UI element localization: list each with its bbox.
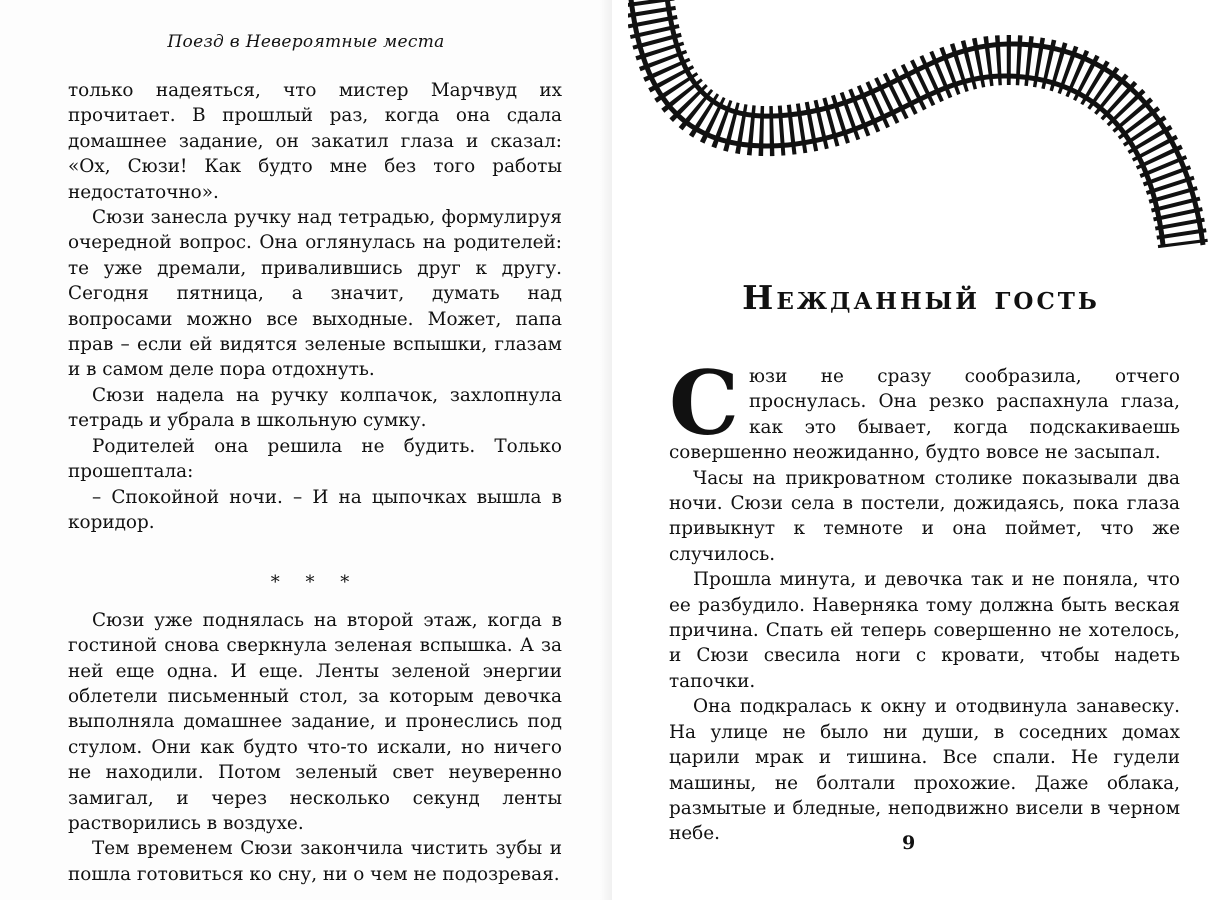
chapter-title: Нежданный гость xyxy=(742,278,1100,317)
paragraph: Родителей она решила не будить. Только прошептала: xyxy=(68,435,562,483)
first-paragraph-text: юзи не сразу сообразила, отчего проснулась. Она резко распахнула глаза, как это бывает, когда подскакиваешь совершенно неожиданно, будто вовсе не засыпал. xyxy=(669,366,1180,464)
first-paragraph xyxy=(669,351,1180,466)
paragraph: Она подкралась к окну и отодвинула занавеску. На улице не было ни души, в соседних домах царили мрак и тишина. Все спали. Не гудели машины, не болтали прохожие. Даже облака, размытые и бледные, неподвижно висели в черном небе. xyxy=(669,696,1180,845)
drop-cap: С xyxy=(669,351,740,455)
left-page xyxy=(0,0,612,900)
paragraph: Тем временем Сюзи закончила чистить зубы и пошла готовиться ко сну, ни о чем не подозревая. xyxy=(68,838,562,885)
paragraph: Прошла минута, и девочка так и не поняла, что ее разбудило. Наверняка тому должна быть веская причина. Спать ей теперь совершенно не хотелось, и Сюзи свесила ноги с кровати, чтобы надеть тапочки. xyxy=(669,569,1180,692)
running-head: Поезд в Невероятные места xyxy=(167,32,445,52)
page-number: 9 xyxy=(902,832,916,854)
right-page-text xyxy=(669,351,1180,847)
railway-track-illustration xyxy=(628,0,1208,250)
section-separator: * * * xyxy=(270,572,360,594)
paragraph: – Спокойной ночи. – И на цыпочках вышла в коридор. xyxy=(68,486,562,533)
paragraph: Часы на прикроватном столике показывали два ночи. Сюзи села в постели, дожидаясь, пока глаза привыкнут к темноте и она поймет, что же случилось. xyxy=(669,467,1180,565)
right-page xyxy=(612,0,1230,900)
left-page-text xyxy=(68,78,562,887)
paragraph: Сюзи уже поднялась на второй этаж, когда в гостиной снова сверкнула зеленая вспышка. А за ней еще одна. И еще. Ленты зеленой энергии облетели письменный стол, за которым девочка выполняла домашнее задание, и пронеслись под стулом. Они как будто что-то искали, но ничего не находили. Потом зеленый свет неуверенно замигал, и через несколько секунд ленты растворились в воздухе. xyxy=(68,609,562,834)
paragraph: только надеяться, что мистер Марчвуд их прочитает. В прошлый раз, когда она сдала домашнее задание, он закатил глаза и сказал: «Ох, Сюзи! Как будто мне без того работы недостаточно». xyxy=(68,80,562,203)
paragraph: Сюзи надела на ручку колпачок, захлопнула тетрадь и убрала в школьную сумку. xyxy=(68,384,562,432)
paragraph: Сюзи занесла ручку над тетрадью, формулируя очередной вопрос. Она оглянулась на родителей: те уже дремали, привалившись друг к другу. Сегодня пятница, а значит, думать над вопросами можно все выходные. Может, папа прав – если ей видятся зеленые вспышки, глазам и в самом деле пора отдохнуть. xyxy=(68,207,562,381)
